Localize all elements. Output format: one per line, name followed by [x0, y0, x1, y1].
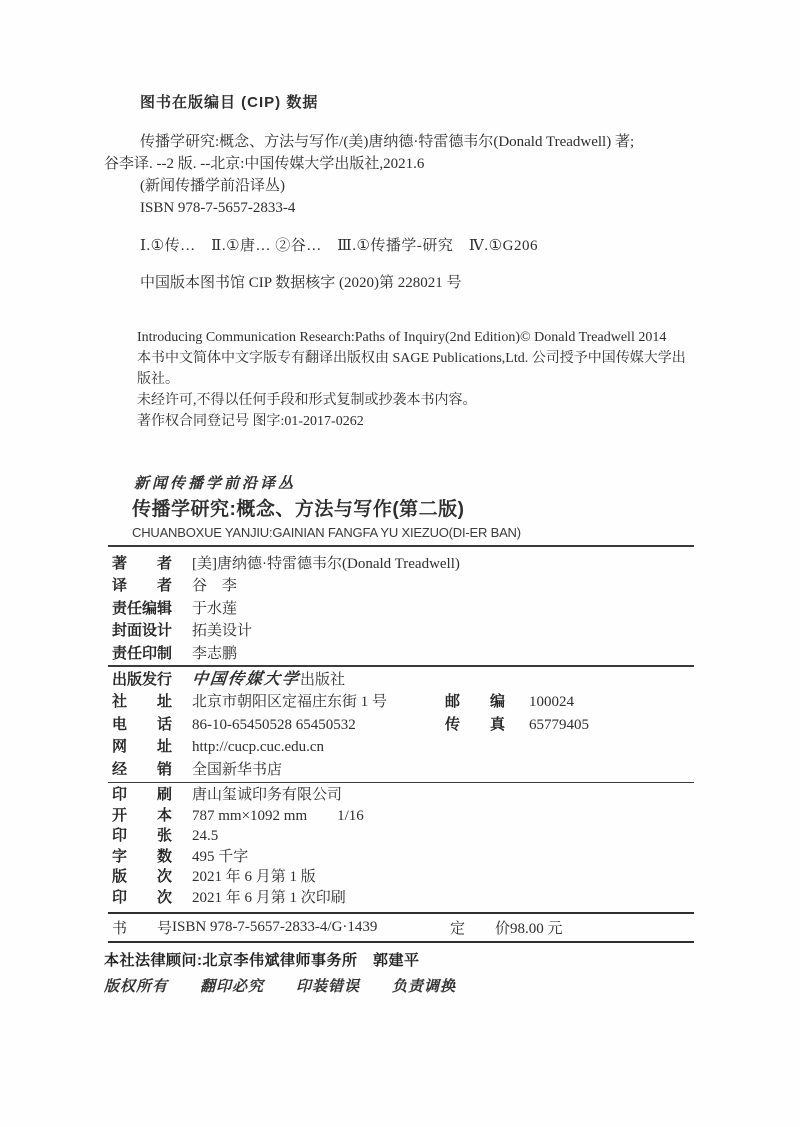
- publisher-logo: 中国传媒大学: [191, 670, 301, 688]
- print-row-impression: [104, 888, 694, 909]
- publication-section: [104, 669, 694, 782]
- print-label: 版 次: [112, 868, 173, 886]
- cip-series-note: (新闻传播学前沿译丛): [140, 178, 285, 194]
- cip-classification: Ⅰ.①传… Ⅱ.①唐… ②谷… Ⅲ.①传播学-研究 Ⅳ.①G206: [140, 238, 538, 254]
- credit-row-editor: [104, 598, 694, 620]
- credit-value: 谷 李: [192, 578, 238, 595]
- print-label: 字 数: [112, 847, 173, 865]
- credit-row-author: [104, 553, 694, 575]
- divider: [108, 941, 694, 943]
- pub-row-publisher: [104, 669, 694, 692]
- printing-section: [104, 785, 694, 909]
- print-row-sheets: [104, 826, 694, 847]
- credit-label: 译 者: [112, 577, 173, 595]
- print-row-wordcount: [104, 847, 694, 868]
- print-label: 印 张: [112, 827, 173, 845]
- book-number-value: ISBN 978-7-5657-2833-4/G·1439: [172, 918, 378, 935]
- print-row-format: [104, 806, 694, 827]
- cip-record-number: 中国版本图书馆 CIP 数据核字 (2020)第 228021 号: [140, 275, 462, 291]
- credit-row-print-supervisor: [104, 643, 694, 665]
- credit-value: 李志鹏: [192, 645, 238, 662]
- pub-value: 100024: [529, 694, 574, 711]
- pub-label: 邮 编: [445, 693, 506, 711]
- credit-value: 于水莲: [192, 600, 238, 617]
- series-title: 新闻传播学前沿译丛: [134, 476, 297, 492]
- cip-entry: [104, 131, 694, 219]
- credits-section: [104, 553, 694, 665]
- print-value: 2021 年 6 月第 1 次印刷: [192, 889, 346, 906]
- price-group: [450, 917, 563, 938]
- pub-label: 传 真: [445, 715, 506, 733]
- pub-value: 86-10-65450528 65450532: [192, 716, 356, 733]
- print-label: 开 本: [112, 806, 173, 824]
- book-number-row: [104, 914, 694, 941]
- copyright-line-registration: 著作权合同登记号 图字:01-2017-0262: [137, 414, 364, 429]
- publisher-suffix: 出版社: [300, 671, 346, 688]
- book-title-pinyin: CHUANBOXUE YANJIU:GAINIAN FANGFA YU XIEZUO(DI-ER BAN): [132, 525, 521, 540]
- pub-label: 出版发行: [112, 670, 173, 688]
- rights-notice-line: 版权所有 翻印必究 印装错误 负责调换: [104, 978, 457, 995]
- credit-value: [美]唐纳德·特雷德韦尔(Donald Treadwell): [192, 556, 460, 572]
- price-label: 定 价: [450, 920, 511, 937]
- pub-row-address: [104, 691, 694, 714]
- cip-entry-line: 传播学研究:概念、方法与写作/(美)唐纳德·特雷德韦尔(Donald Treadwell) 著;: [140, 134, 635, 150]
- credit-label: 责任编辑: [112, 599, 173, 617]
- copyright-line-warning: 未经许可,不得以任何手段和形式复制或抄袭本书内容。: [137, 393, 477, 408]
- print-value: 495 千字: [192, 848, 249, 865]
- print-row-edition: [104, 867, 694, 888]
- print-value: 787 mm×1092 mm 1/16: [192, 807, 364, 824]
- print-label: 印 次: [112, 888, 173, 906]
- credit-label: 封面设计: [112, 622, 173, 640]
- pub-row-postcode: [445, 691, 574, 714]
- cip-entry-line: 谷李译. --2 版. --北京:中国传媒大学出版社,2021.6: [104, 156, 425, 172]
- book-number-label: 书 号: [112, 920, 173, 937]
- divider: [108, 545, 694, 547]
- pub-value: 全国新华书店: [192, 761, 283, 778]
- cip-isbn: ISBN 978-7-5657-2833-4: [140, 200, 296, 216]
- copyright-line-english: Introducing Communication Research:Paths of Inquiry(2nd Edition)© Donald Treadwell 2014: [137, 330, 667, 345]
- book-title: 传播学研究:概念、方法与写作(第二版): [132, 499, 465, 520]
- print-row-printer: [104, 785, 694, 806]
- divider: [108, 782, 694, 784]
- pub-value: 北京市朝阳区定福庄东街 1 号: [192, 694, 388, 711]
- pub-row-website: [104, 736, 694, 759]
- pub-label: 电 话: [112, 715, 173, 733]
- print-value: 2021 年 6 月第 1 版: [192, 869, 316, 886]
- print-value: 唐山玺诚印务有限公司: [192, 787, 343, 803]
- publisher-name: [192, 672, 345, 688]
- cip-header: 图书在版编目 (CIP) 数据: [140, 94, 319, 111]
- print-value: 24.5: [192, 828, 219, 845]
- credit-label: 责任印制: [112, 644, 173, 662]
- credit-value: 拓美设计: [192, 623, 253, 640]
- pub-label: 社 址: [112, 693, 173, 711]
- credit-label: 著 者: [112, 555, 173, 572]
- pub-row-telephone: [104, 714, 694, 737]
- divider: [108, 665, 694, 667]
- pub-row-fax: [445, 714, 589, 737]
- legal-advisor-line: 本社法律顾问:北京李伟斌律师事务所 郭建平: [104, 951, 420, 969]
- pub-label: 经 销: [112, 760, 173, 778]
- credit-row-cover-design: [104, 620, 694, 642]
- pub-row-distribution: [104, 759, 694, 782]
- print-label: 印 刷: [112, 786, 173, 803]
- pub-label: 网 址: [112, 738, 173, 756]
- copyright-block: [137, 327, 694, 432]
- copyright-line-license: 本书中文简体中文字版专有翻译出版权由 SAGE Publications,Ltd. 公司授予中国传媒大学出版社。: [137, 351, 686, 387]
- pub-value: 65779405: [529, 716, 589, 733]
- price-value: 98.00 元: [510, 920, 563, 937]
- credit-row-translator: [104, 575, 694, 597]
- pub-value: http://cucp.cuc.edu.cn: [192, 739, 325, 756]
